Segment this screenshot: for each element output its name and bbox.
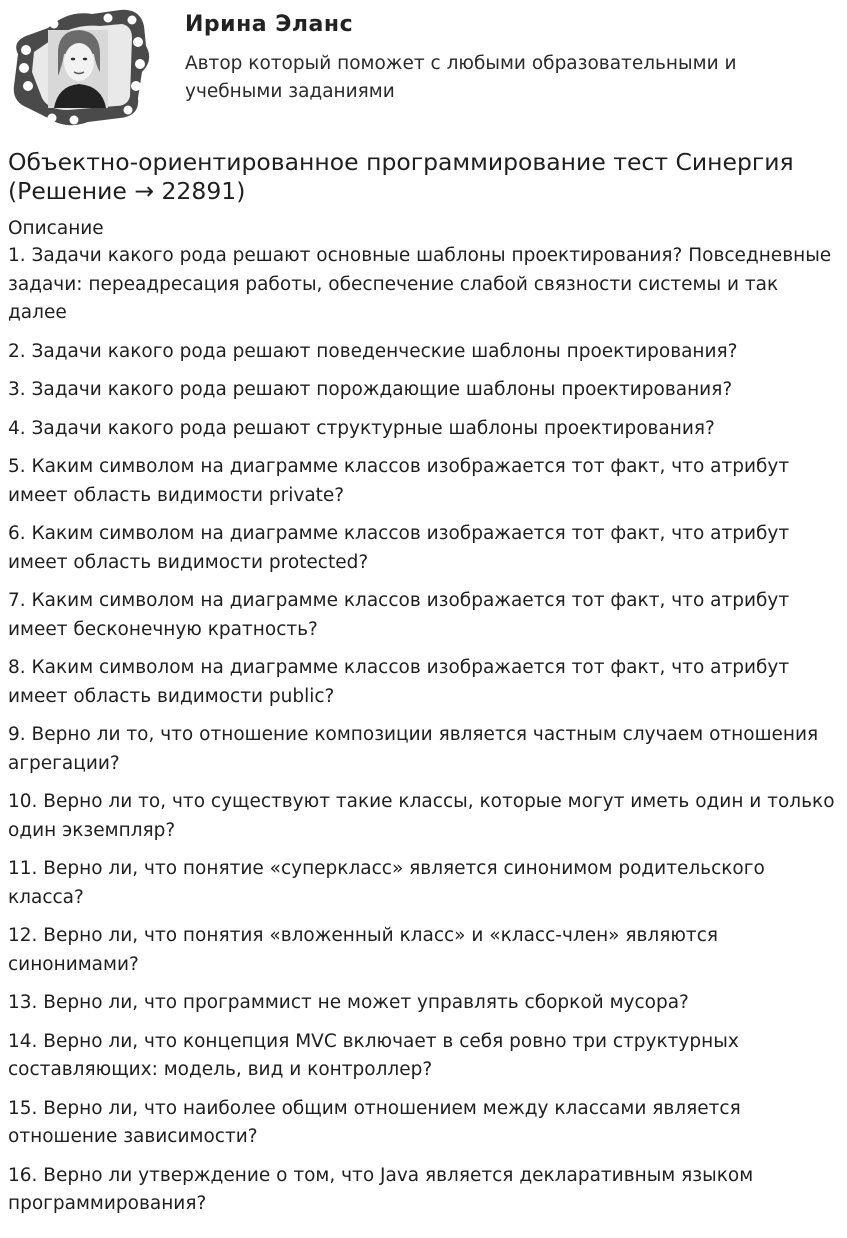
question-item: 7. Каким символом на диаграмме классов изображается тот факт, что атрибут имеет бесконечную кратность? — [8, 590, 790, 640]
question-item: 9. Верно ли то, что отношение композиции является частным случаем отношения агрегации? — [8, 724, 819, 774]
question-item: 14. Верно ли, что концепция MVC включает в себя ровно три структурных составляющих: модель, вид и контроллер? — [8, 1030, 739, 1080]
question-item: 13. Верно ли, что программист не может управлять сборкой мусора? — [8, 992, 689, 1013]
question-item: 11. Верно ли, что понятие «суперкласс» является синонимом родительского класса? — [8, 858, 765, 908]
question-item: 4. Задачи какого рода решают структурные шаблоны проектирования? — [8, 417, 715, 439]
question-item: 12. Верно ли, что понятия «вложенный класс» и «класс-член» являются синонимами? — [8, 925, 719, 975]
question-item: 8. Каким символом на диаграмме классов изображается тот факт, что атрибут имеет область видимости public? — [8, 657, 790, 707]
description-label: Описание — [8, 218, 104, 239]
question-item: 16. Верно ли утверждение о том, что Java является декларативным языком программирования? — [8, 1164, 754, 1214]
author-avatar — [8, 6, 150, 128]
page-title: Объектно-ориентированное программирование тест Синергия (Решение → 22891) — [8, 148, 794, 205]
author-name: Ирина Эланс — [185, 12, 354, 37]
question-item: 10. Верно ли то, что существуют такие классы, которые могут иметь один и только один экземпляр? — [8, 791, 835, 841]
document-body — [8, 216, 838, 1229]
author-header — [0, 0, 847, 140]
author-description: Автор который поможет с любыми образовательными и учебными заданиями — [185, 53, 737, 102]
question-item: 1. Задачи какого рода решают основные шаблоны проектирования? Повседневные задачи: переадресация работы, обеспечение слабой связности системы и так далее — [8, 245, 832, 323]
question-item: 3. Задачи какого рода решают порождающие шаблоны проектирования? — [8, 379, 733, 400]
question-item: 6. Каким символом на диаграмме классов изображается тот факт, что атрибут имеет область видимости protected? — [8, 523, 790, 573]
question-item: 5. Каким символом на диаграмме классов изображается тот факт, что атрибут имеет область видимости private? — [8, 456, 790, 506]
question-item: 15. Верно ли, что наиболее общим отношением между классами является отношение зависимости? — [8, 1097, 741, 1147]
question-item: 2. Задачи какого рода решают поведенческие шаблоны проектирования? — [8, 340, 738, 362]
